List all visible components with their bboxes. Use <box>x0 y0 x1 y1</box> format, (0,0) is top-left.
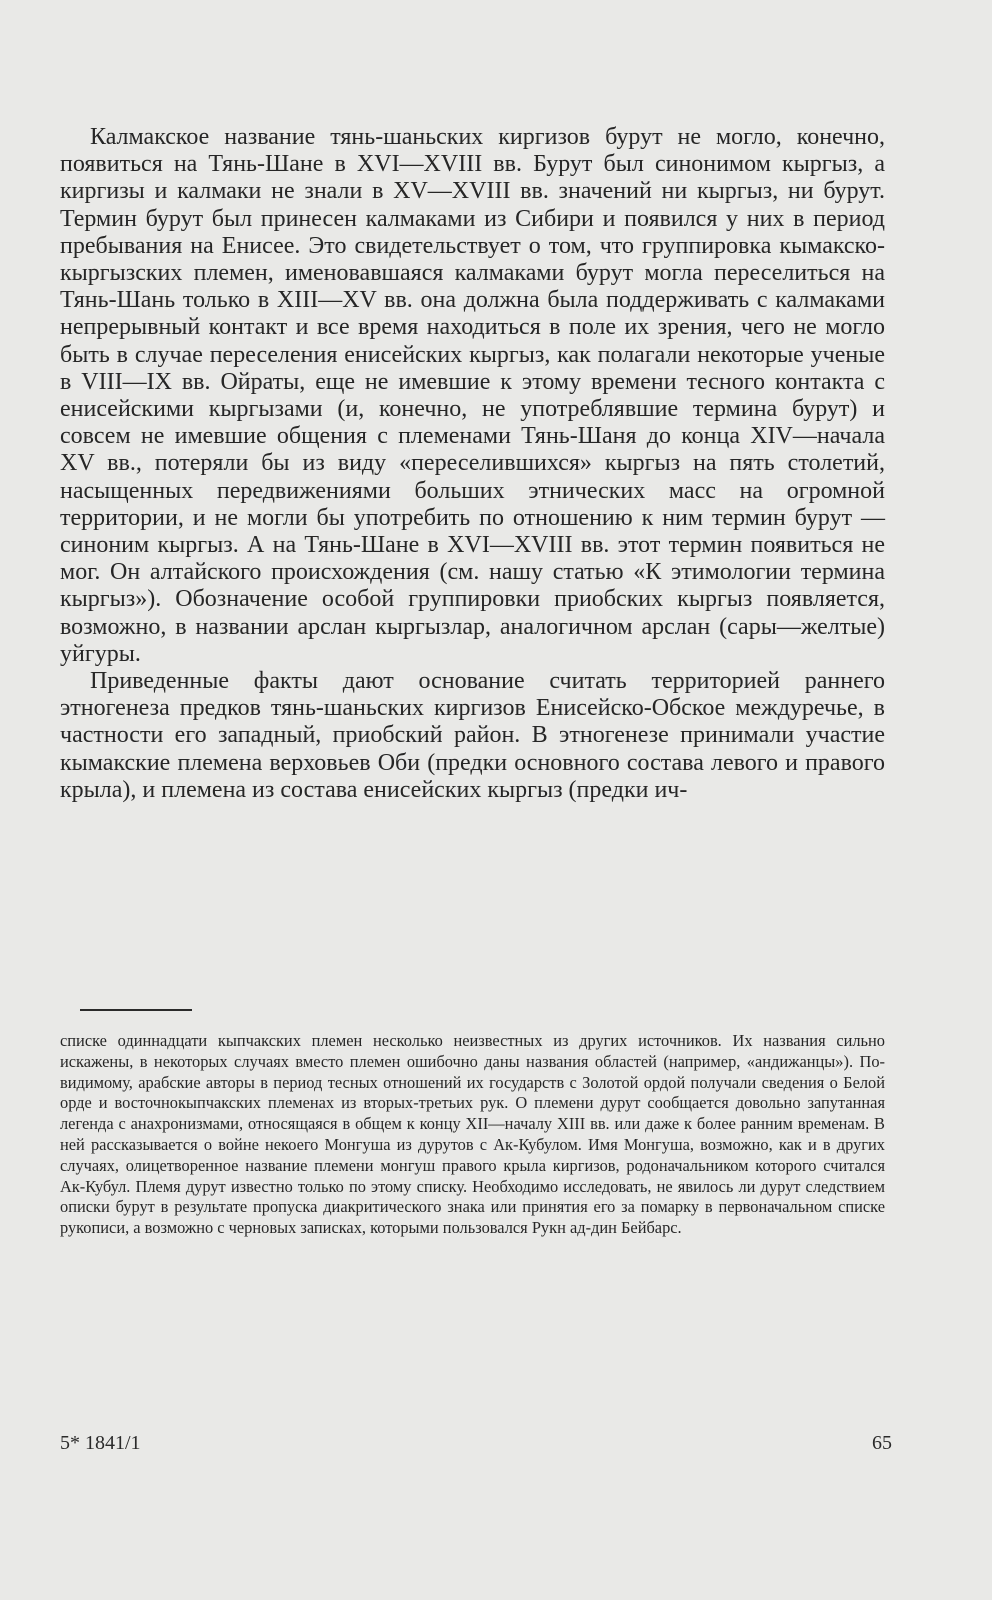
main-text <box>60 124 885 804</box>
page-number: 65 <box>872 1432 892 1454</box>
footnote-text: списке одиннадцати кыпчакских племен несколько неизвестных из других источников. Их названия сильно искажены, в некоторых случаях вместо племен ошибочно даны названия областей (например, «андижанцы»). По-видимому, арабские авторы в период тесных отношений их государств с Золотой ордой получали сведения о Белой орде и восточнокыпчакских племенах из вторых-третьих рук. О племени дурут сообщается довольно запутанная легенда с анахронизмами, относящаяся в общем к концу XII—началу XIII вв. или даже к более ранним временам. В ней рассказывается о войне некоего Монгуша из дурутов с Ак-Кубулом. Имя Монгуша, возможно, как и в других случаях, олицетворенное название племени монгуш правого крыла киргизов, родоначальником которого считался Ак-Кубул. Племя дурут известно только по этому списку. Необходимо исследовать, не явилось ли дурут следствием описки бурут в результате пропуска диакритического знака или принятия его за помарку в первоначальном списке рукописи, а возможно с черновых записках, которыми пользовался Рукн ад-дин Бейбарс. <box>60 1031 885 1238</box>
footnote <box>60 1031 885 1239</box>
printer-signature: 5* 1841/1 <box>60 1432 141 1454</box>
paragraph-2: Приведенные факты дают основание считать территорией раннего этногенеза предков тянь-шаньских киргизов Енисейско-Обское междуречье, в частности его западный, приобский район. В этногенезе принимали участие кымакские племена верховьев Оби (предки основного состава левого и правого крыла), и племена из состава енисейских кыргыз (предки ич- <box>60 668 885 803</box>
footnote-divider <box>80 1009 192 1011</box>
paragraph-1: Калмакское название тянь-шаньских киргизов бурут не могло, конечно, появиться на Тянь-Шане в XVI—XVIII вв. Бурут был синонимом кыргыз, а киргизы и калмаки не знали в XV—XVIII вв. значений ни кыргыз, ни бурут. Термин бурут был принесен калмаками из Сибири и появился у них в период пребывания на Енисее. Это свидетельствует о том, что группировка кымакско-кыргызских племен, именовавшаяся калмаками бурут могла переселиться на Тянь-Шань только в XIII—XV вв. она должна была поддерживать с калмаками непрерывный контакт и все время находиться в поле их зрения, чего не могло быть в случае переселения енисейских кыргыз, как полагали некоторые ученые в VIII—IX вв. Ойраты, еще не имевшие к этому времени тесного контакта с енисейскими кыргызами (и, конечно, не употреблявшие термина бурут) и совсем не имевшие общения с племенами Тянь-Шаня до конца XIV—начала XV вв., потеряли бы из виду «переселившихся» кыргыз на пять столетий, насыщенных передвижениями больших этнических масс на огромной территории, и не могли бы употребить по отношению к ним термин бурут — синоним кыргыз. А на Тянь-Шане в XVI—XVIII вв. этот термин появиться не мог. Он алтайского происхождения (см. нашу статью «К этимологии термина кыргыз»). Обозначение особой группировки приобских кыргыз появляется, возможно, в названии арслан кыргызлар, аналогичном арслан (сары—желтые) уйгуры. <box>60 124 885 667</box>
